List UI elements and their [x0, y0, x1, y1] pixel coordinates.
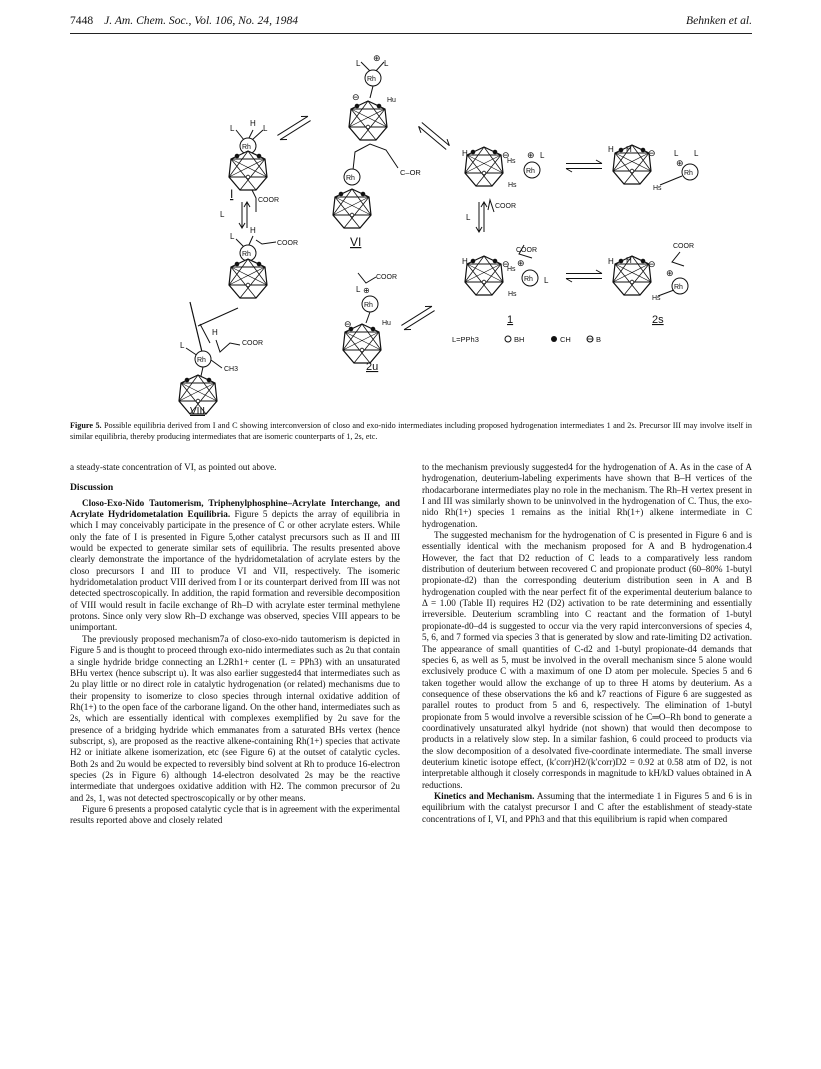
svg-text:L: L	[263, 124, 268, 133]
svg-text:COOR: COOR	[516, 247, 537, 254]
svg-text:L: L	[384, 59, 389, 68]
carborane-cage-icon	[465, 256, 503, 295]
svg-text:L: L	[180, 341, 185, 350]
carborane-cage-icon	[613, 145, 651, 184]
svg-text:L: L	[674, 149, 679, 158]
svg-text:H: H	[250, 226, 256, 235]
svg-text:COOR: COOR	[277, 240, 298, 247]
plus-charge-label: ⊕	[373, 53, 381, 63]
svg-text:CH3: CH3	[224, 366, 239, 373]
compound-2s-label: 2s	[652, 314, 664, 326]
svg-text:L: L	[356, 285, 361, 294]
svg-text:⊖: ⊖	[502, 150, 510, 160]
figure-5-scheme	[70, 40, 752, 416]
compound-1-label: 1	[507, 314, 514, 326]
equilibrium-arrows-icon	[416, 120, 451, 152]
svg-text:Hs: Hs	[508, 291, 517, 298]
structure-top-exo-nido	[349, 53, 396, 140]
svg-text:Hs: Hs	[508, 182, 517, 189]
svg-text:L: L	[230, 124, 235, 133]
svg-text:H: H	[462, 149, 468, 158]
structure-top-right-1	[462, 147, 545, 189]
svg-text:COOR: COOR	[673, 243, 694, 250]
svg-text:⊕: ⊕	[517, 258, 525, 268]
paragraph: The suggested mechanism for the hydrogenation of C is presented in Figure 6 and is essentially identical with the mechanism proposed for A and B hydrogenation.4 However, the fact that D2 reduction of C leads to a comparatively less random distribution of deuterium between recovered C and propionate product (60–80% 1-butyl propionate-d2) than the corresponding deuterium distribution seen in A and B hydrogenation coupled with the near perfect fit of the experimental deuterium balance to Δ = 1.00 (Table II) requires H2 (D2) activation to be rate determining and essentially irreversible. Deuterium scrambling into C reactant and the formation of 1-butyl propionate-d0–d4 is suggested to occur via the very rapid interconversions of species 4, 5, 6, and 7 formed via species 3 that is generated by slow and rate-limiting D2 activation. The appearance of small quantities of C-d2 and 1-butyl propionate-d4 demands that species 6, as well as 5, must be involved in the overall mechanism since 5 alone would exclusively produce C with a maximum of one D atom per molecule. Species 5 and 6 taken together would allow the exchange of up to three H atoms by deuterium. As a consequence of these observations the k6 and k7 reactions of Figure 6 are suggested as parallel routes to product from 5 and 6, respectively. The elimination of 1-butyl propionate from 5 would involve a reversible scission of he C═O–Rh bond to generate a coordinatively unsaturated alkyl hydride (not shown) that would then decompose to products in a relatively slow step. In a similar fashion, 6 could proceed to products via the slow decomposition of a desolvated five-coordinate intermediate. The small inverse deuterium kinetic isotope effect, (k′corr)H2/(k′corr)D2 = 0.92 at 0.58 atm of D2, is not interpretable although it closely corresponds in magnitude to kH/kD values obtained in A reductions.	[422, 530, 752, 790]
acrylate-addition-left	[220, 190, 279, 228]
svg-text:Hs: Hs	[652, 295, 661, 302]
svg-text:⊕: ⊕	[527, 150, 535, 160]
structure-VI	[333, 144, 421, 249]
carborane-cage-icon	[343, 324, 381, 363]
compound-I-label: I	[230, 187, 234, 201]
svg-text:H: H	[626, 145, 632, 154]
carborane-cage-icon	[229, 151, 267, 190]
svg-text:Hs: Hs	[507, 158, 516, 165]
svg-text:H: H	[212, 328, 218, 337]
legend-ch: CH	[560, 335, 571, 344]
svg-text:L: L	[540, 151, 545, 160]
structure-I-alkene	[229, 226, 298, 298]
svg-text:H: H	[626, 256, 632, 265]
structure-2u	[343, 273, 397, 373]
right-column	[422, 462, 752, 825]
svg-text:COOR: COOR	[376, 274, 397, 281]
paragraph: Figure 6 presents a proposed catalytic cycle that is in agreement with the experimental results reported above and closely related	[70, 803, 400, 826]
bh-vertex-icon	[505, 336, 511, 342]
svg-text:Rh: Rh	[364, 302, 373, 309]
cor-label: C–OR	[400, 168, 421, 177]
compound-2u-label: 2u	[366, 361, 379, 373]
paragraph	[422, 791, 752, 825]
svg-text:L: L	[544, 276, 549, 285]
svg-text:Rh: Rh	[242, 144, 251, 151]
legend-b: B	[596, 335, 602, 344]
minus-charge-label: ⊖	[352, 92, 360, 102]
svg-text:Rh: Rh	[674, 284, 683, 291]
svg-text:⊕: ⊕	[666, 268, 674, 278]
caption-text: Possible equilibria derived from I and C showing interconversion of closo and exo-nido intermediates including proposed hydrogenation intermediates 1 and 2s. Precursor III may involve itself in similar equilibria, thereby producing intermediates that are isomeric counterparts of 1, 2s, etc.	[70, 421, 752, 441]
svg-text:⊖: ⊖	[648, 148, 656, 158]
structure-I	[229, 119, 268, 201]
svg-text:H: H	[608, 257, 614, 266]
equilibrium-arrows-icon	[566, 160, 602, 172]
runin-heading: Closo-Exo-Nido Tautomerism, Triphenylphosphine–Acrylate Interchange, and Acrylate Hydridometalation Equilibria.	[70, 497, 400, 520]
rh-label: Rh	[367, 76, 376, 83]
svg-text:Hu: Hu	[382, 320, 391, 327]
paragraph: to the mechanism previously suggested4 for the hydrogenation of A. As in the case of A hydrogenation, deuterium-labeling experiments have shown that B–H vertices of the rhodacarborane intermediates play no role in the mechanism. The Rh–H vertex present in I and III was similarly shown to be uninvolved in the hydrogenation of C. Thus, the exo-nido Rh(1+) species 1 remains as the initial Rh(1+) alkene intermediate in C hydrogenation.	[422, 462, 752, 529]
equilibrium-arrows-icon	[566, 270, 602, 282]
svg-text:⊖: ⊖	[502, 259, 510, 269]
structure-2s	[608, 243, 694, 326]
paragraph	[70, 498, 400, 634]
compound-VIII-label: VIII	[190, 406, 206, 416]
svg-text:Rh: Rh	[526, 168, 535, 175]
running-header	[70, 14, 752, 32]
legend-bh: BH	[514, 335, 525, 344]
svg-text:H: H	[250, 119, 256, 128]
svg-text:L: L	[694, 149, 699, 158]
svg-text:⊕: ⊕	[676, 158, 684, 168]
figure-caption	[70, 420, 752, 442]
crossed-arrow	[190, 302, 238, 352]
ch-vertex-icon	[551, 336, 557, 342]
paragraph: a steady-state concentration of VI, as pointed out above.	[70, 462, 277, 472]
svg-text:⊖: ⊖	[648, 259, 656, 269]
paragraph: The previously proposed mechanism7a of closo-exo-nido tautomerism is depicted in Figure 5 and is thought to proceed through exo-nido intermediates such as 2u that contain a single hydride bridge connecting an L2Rh1+ center (L = PPh3) with an unsaturated BHu vertex (hence subscript u). It was also earlier suggested4 that intermediates such as 2u play little or no direct role in catalytic hydrogenation (or related) mechanisms due to their propensity to isomerize to closo species through internal oxidative addition of Rh(1+) to the open face of the carborane ligand. On the other hand, intermediates such as 2s, which are essentially identical with complexes exemplified by 2u save for the presence of a bridging hydride which emmanates from a saturated BHs vertex (hence subscript, s), are proposed as the reactive alkene-containing Rh(1+) species that activate H2 or initiate alkene isomerization, etc (see Figure 6) at the outset of catalytic cycles. Both 2s and 2u would be expected to reversibly bind solvent at Rh to produce 16-electron species (2s in Figure 6) although 14-electron desolvated 2s may be the reactive intermediate that undergoes oxidative addition with H2. The common precursor of 2u and 2s, 1, was not detected spectroscopically or by other means.	[70, 633, 400, 803]
structure-1	[462, 245, 549, 326]
header-authors: Behnken et al.	[686, 14, 752, 27]
svg-text:Rh: Rh	[684, 170, 693, 177]
header-left	[70, 14, 298, 27]
svg-text:Hs: Hs	[653, 185, 662, 192]
carborane-cage-icon	[229, 259, 267, 298]
journal-citation: J. Am. Chem. Soc., Vol. 106, No. 24, 1984	[104, 14, 299, 27]
left-column	[70, 462, 400, 827]
svg-text:L: L	[356, 59, 361, 68]
svg-text:Rh: Rh	[524, 276, 533, 283]
acrylate-addition-right	[466, 200, 516, 232]
svg-text:Rh: Rh	[197, 357, 206, 364]
svg-text:L: L	[466, 213, 471, 222]
equilibrium-arrows-icon	[400, 303, 437, 332]
figure-legend	[452, 335, 601, 344]
svg-text:⊖: ⊖	[344, 319, 352, 329]
carborane-cage-icon	[465, 147, 503, 186]
svg-text:H: H	[462, 257, 468, 266]
compound-VI-label: VI	[350, 235, 362, 249]
legend-ligand-definition: L=PPh3	[452, 335, 479, 344]
page-number: 7448	[70, 14, 94, 27]
runin-heading: Kinetics and Mechanism.	[434, 790, 535, 801]
svg-text:L: L	[230, 232, 235, 241]
svg-text:Rh: Rh	[346, 175, 355, 182]
structure-VIII	[179, 328, 263, 416]
paragraph-text: Figure 5 depicts the array of equilibria in which I may conceivably participate in the presence of C or other acrylate esters. While only the fate of I is presented in Figure 5,other catalyst precursors such as II and III would be expected to generate similar sets of equilibria. The results presented above clearly demonstrate the importance of the hydridometalation of acrylate esters by the closo precursors I and III to produce VI and VII, respectively. The isomeric hydridometalation product VIII derived from I or its counterpart derived from III was not detected spectroscopically. In addition, the rapid formation and reversible decomposition of VIII would result in facile exchange of Rh–D with acrylate ester terminal methylene protons. Since only very slow Rh–D exchange was observed, species VIII appears to be unimportant.	[70, 509, 400, 633]
coor-label: COOR	[258, 197, 279, 204]
hu-label: Hu	[387, 97, 396, 104]
equilibrium-arrows-icon	[276, 113, 313, 142]
svg-text:H: H	[608, 145, 614, 154]
paragraph-text: Assuming that the intermediate 1 in Figures 5 and 6 is in equilibrium with the catalyst precursor I and C after the establishment of steady-state concentrations of I, VI, and PPh3 and that this equilibrium is rapid when compared	[422, 790, 752, 824]
structure-top-right-2	[608, 145, 699, 192]
caption-label: Figure 5.	[70, 421, 102, 430]
carborane-cage-icon	[349, 101, 387, 140]
svg-text:COOR: COOR	[495, 203, 516, 210]
section-heading-discussion: Discussion	[70, 482, 114, 494]
carborane-cage-icon	[333, 189, 371, 228]
carborane-cage-icon	[613, 256, 651, 295]
svg-text:COOR: COOR	[242, 340, 263, 347]
svg-text:⊕: ⊕	[363, 286, 370, 295]
header-rule	[70, 33, 752, 34]
svg-text:L: L	[220, 210, 225, 219]
svg-text:Rh: Rh	[242, 251, 251, 258]
svg-text:Hs: Hs	[507, 266, 516, 273]
